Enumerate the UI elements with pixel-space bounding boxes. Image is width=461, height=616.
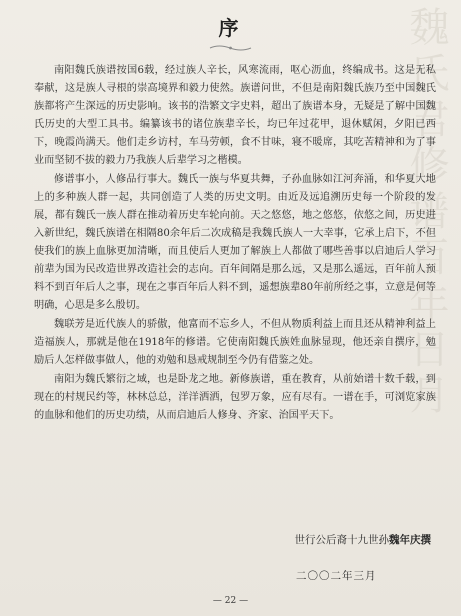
paragraph-3: 魏联芳是近代族人的骄傲，他富而不忘乡人，不但从物质利益上而且还从精神利益上造福族人，那就是他在1918年的修谱。它使南阳魏氏族姓血脉显现，他还亲自撰序，勉励后人怎样做事做人，他的劝勉和恳戒规制至今仍有借鉴之处。 bbox=[34, 319, 436, 366]
paragraph-4: 南阳为魏氏繁衍之域，也是卧龙之地。新修族谱，重在教育，从前始谱十数千载，到现在的村规民约等，林林总总，洋洋洒洒，包罗万象，应有尽有。一谱在手，可浏览家族的血脉和他们的历史功绩，从而启迪后人修身、齐家、治国平天下。 bbox=[34, 374, 436, 421]
paragraph-1: 南阳魏氏族谱按国6载，经过族人辛长，风寒流雨，呕心沥血，终编成书。这是无私奉献，这是族人寻根的崇高境界和毅力使然。族谱问世，不但是南阳魏氏族乃至中国魏氏族都将产生深远的历史影响。该书的浩繁文字史料，超出了族谱本身，无疑是了解中国魏氏历史的大型工具书。编纂该书的诸位族辈辛长，均已年过花甲，退休赋闲，夕阳已西下，晚霞尚满天。他们走乡访村，车马劳顿，食不甘味，寝不暖席，其吃苦精神和为了事业而坚韧不拔的毅力乃我族人后辈学习之楷模。 bbox=[34, 65, 436, 166]
title-ornament bbox=[208, 44, 253, 52]
date-line: 二〇〇二年三月 bbox=[296, 570, 377, 582]
background-calligraphy-watermark: 魏氏君修谱百年日月 bbox=[403, 6, 449, 420]
signature-prefix: 世行公后裔十九世孙 bbox=[294, 534, 389, 546]
signature-name: 魏年庆撰 bbox=[389, 534, 431, 546]
page-title: 序 bbox=[218, 16, 243, 40]
paragraph-2: 修谱事小，人修品行事大。魏氏一族与华夏共舞，子孙血脉如江河奔涌，和华夏大地上的多种族人群一起，共同创造了人类的历史文明。由近及远追溯历史每一个阶段的发展，都有魏氏一族人群在推动着历史车轮向前。天之悠悠，地之悠悠，依悠之间，历史进入新世纪，魏氏族谱在相隔80余年后二次成稿是我魏氏族人一大幸事，它承上启下，不但使我们的族上血脉更加清晰，而且使后人更加了解族上人都做了哪些善事以启迪后人学习前辈为国为民改造世界改造社会的志向。百年间隔是那么远，又是那么遥远，百年前人预料不到百年后人之事，现在之事百年后人料不到，遥想族辈80年前所经之事，立意是何等明确，心思是多么殷切。 bbox=[34, 174, 436, 311]
page-number: — 22 — bbox=[212, 596, 249, 606]
preface-body bbox=[34, 62, 436, 426]
signature-line bbox=[295, 532, 432, 547]
